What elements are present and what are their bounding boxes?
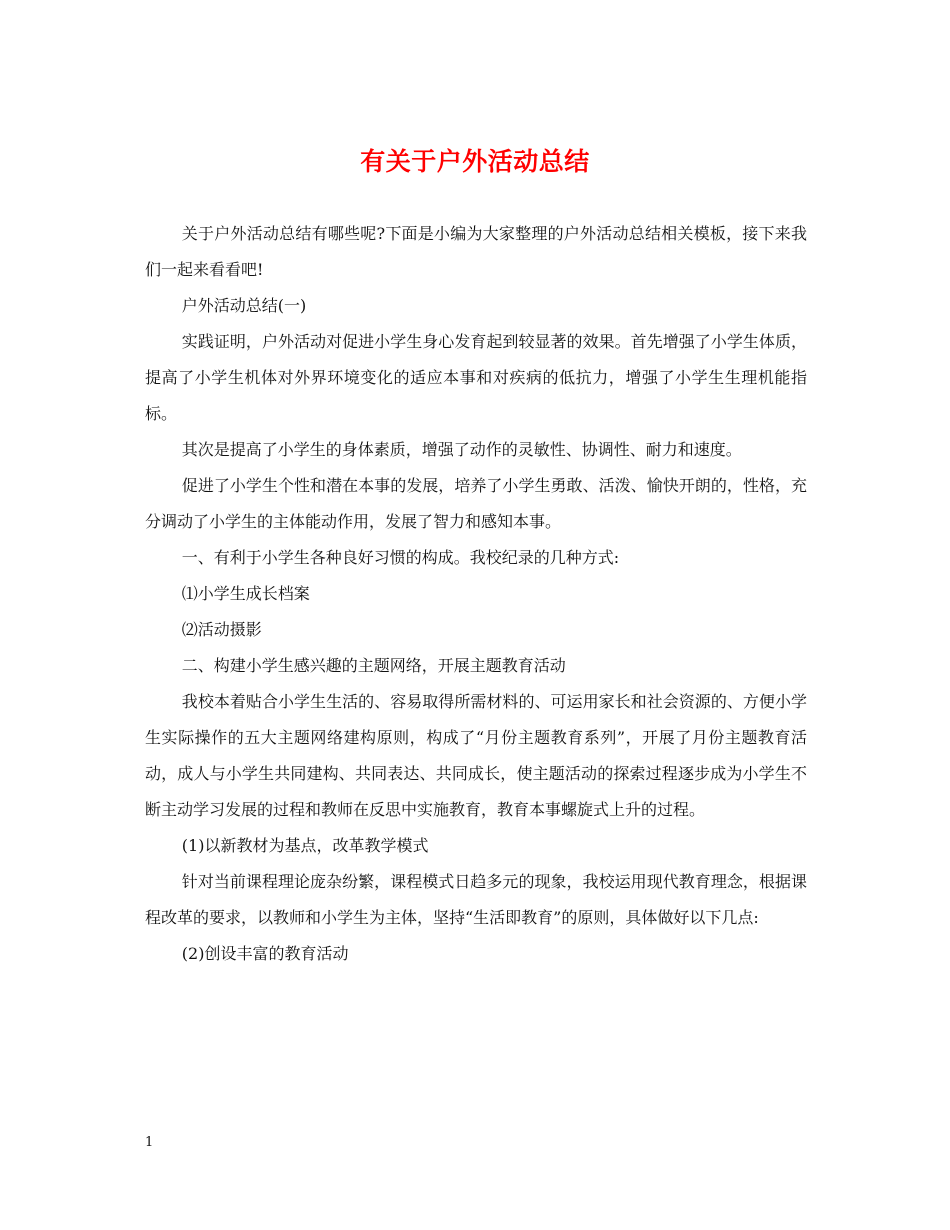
paragraph: 实践证明，户外活动对促进小学生身心发育起到较显著的效果。首先增强了小学生体质，提高了小学生机体对外界环境变化的适应本事和对疾病的低抗力，增强了小学生生理机能指标。: [145, 332, 807, 423]
paragraph-heading-one: 一、有利于小学生各种良好习惯的构成。我校纪录的几种方式:: [181, 548, 620, 567]
paragraph: 我校本着贴合小学生生活的、容易取得所需材料的、可运用家长和社会资源的、方便小学生实际操作的五大主题网络建构原则，构成了“月份主题教育系列”，开展了月份主题教育活动，成人与小学生共同建构、共同表达、共同成长，使主题活动的探索过程逐步成为小学生不断主动学习发展的过程和教师在反思中实施教育，教育本事螺旋式上升的过程。: [145, 692, 807, 819]
paragraph-section-heading: 户外活动总结(一): [181, 296, 307, 315]
list-item: ⑴小学生成长档案: [181, 584, 310, 603]
document-title: 有关于户外活动总结: [360, 147, 590, 176]
paragraph: 针对当前课程理论庞杂纷繁，课程模式日趋多元的现象，我校运用现代教育理念，根据课程改革的要求，以教师和小学生为主体，坚持“生活即教育”的原则，具体做好以下几点:: [145, 872, 807, 927]
subheading: (1)以新教材为基点，改革教学模式: [181, 836, 429, 855]
subheading: (2)创设丰富的教育活动: [181, 944, 349, 963]
paragraph-intro: 关于户外活动总结有哪些呢?下面是小编为大家整理的户外活动总结相关模板，接下来我们一起来看看吧!: [145, 224, 807, 279]
list-item: ⑵活动摄影: [181, 620, 262, 639]
document-body: [145, 216, 807, 972]
paragraph: 其次是提高了小学生的身体素质，增强了动作的灵敏性、协调性、耐力和速度。: [181, 440, 742, 459]
paragraph-heading-two: 二、构建小学生感兴趣的主题网络，开展主题教育活动: [181, 656, 566, 675]
paragraph: 促进了小学生个性和潜在本事的发展，培养了小学生勇敢、活泼、愉快开朗的，性格，充分调动了小学生的主体能动作用，发展了智力和感知本事。: [145, 476, 807, 531]
page-number: 1: [145, 1135, 154, 1150]
